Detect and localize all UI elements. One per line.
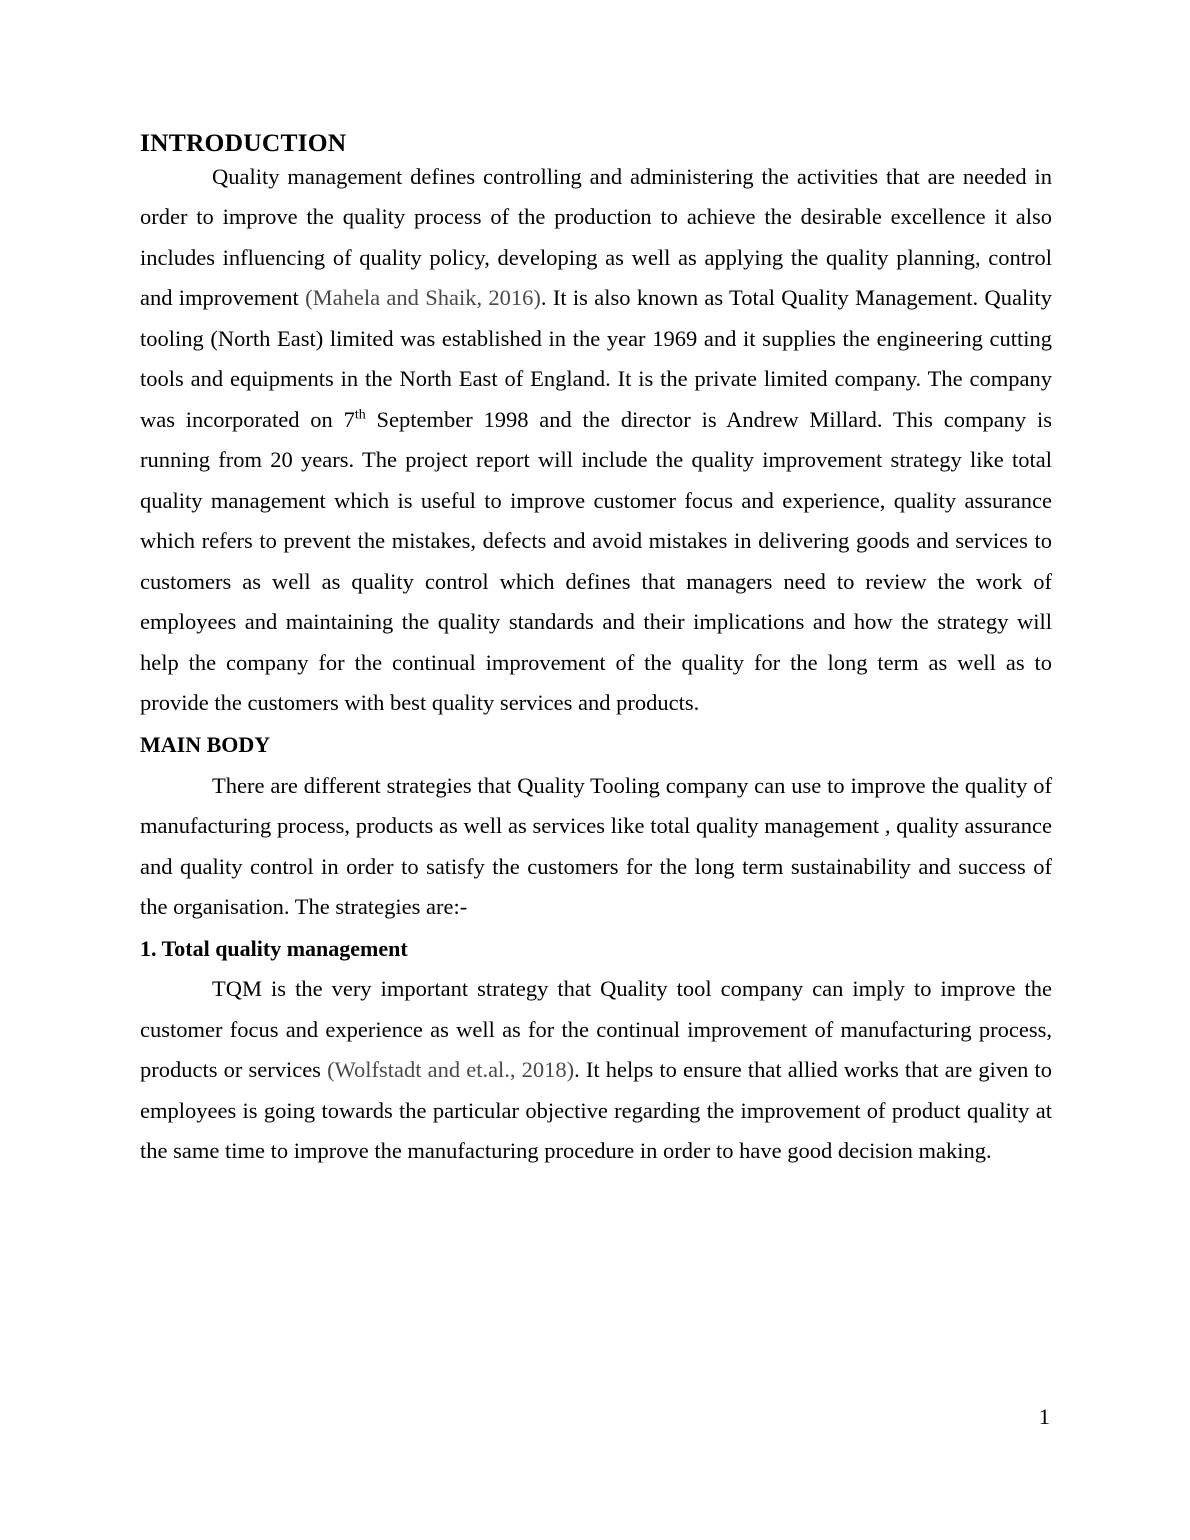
document-body (140, 130, 1052, 1172)
paragraph-introduction: Quality management defines controlling and administering the activities that are needed in order to improve the quality process of the production to achieve the desirable excellence it also includes influencing of quality policy, developing as well as applying the quality planning, control and improvement (Mahela and Shaik, 2016). It is also known as Total Quality Management. Quality tooling (North East) limited was established in the year 1969 and it supplies the engineering cutting tools and equipments in the North East of England. It is the private limited company. The company was incorporated on 7th September 1998 and the director is Andrew Millard. This company is running from 20 years. The project report will include the quality improvement strategy like total quality management which is useful to improve customer focus and experience, quality assurance which refers to prevent the mistakes, defects and avoid mistakes in delivering goods and services to customers as well as quality control which defines that managers need to review the work of employees and maintaining the quality standards and their implications and how the strategy will help the company for the continual improvement of the quality for the long term as well as to provide the customers with best quality services and products. (140, 163, 1052, 716)
inline-citation: (Wolfstadt and et.al., 2018) (327, 1057, 575, 1083)
ordinal-suffix: th (354, 407, 366, 423)
section-heading-introduction: INTRODUCTION (140, 128, 347, 157)
paragraph-main-body-intro: There are different strategies that Quality Tooling company can use to improve the quality of manufacturing process, products as well as services like total quality management , quality assurance and quality control in order to satisfy the customers for the long term sustainability and success of the organisation. The strategies are:- (140, 772, 1052, 920)
subsection-heading-total-quality-management: 1. Total quality management (140, 935, 408, 961)
section-heading-main-body: MAIN BODY (140, 731, 271, 757)
page-number: 1 (1038, 1403, 1050, 1429)
inline-citation: (Mahela and Shaik, 2016) (305, 285, 541, 311)
paragraph-total-quality-management: TQM is the very important strategy that Quality tool company can imply to improve the customer focus and experience as well as for the continual improvement of manufacturing process, products or services (Wolfstadt and et.al., 2018). It helps to ensure that allied works that are given to employees is going towards the particular objective regarding the improvement of product quality at the same time to improve the manufacturing procedure in order to have good decision making. (140, 976, 1052, 1164)
